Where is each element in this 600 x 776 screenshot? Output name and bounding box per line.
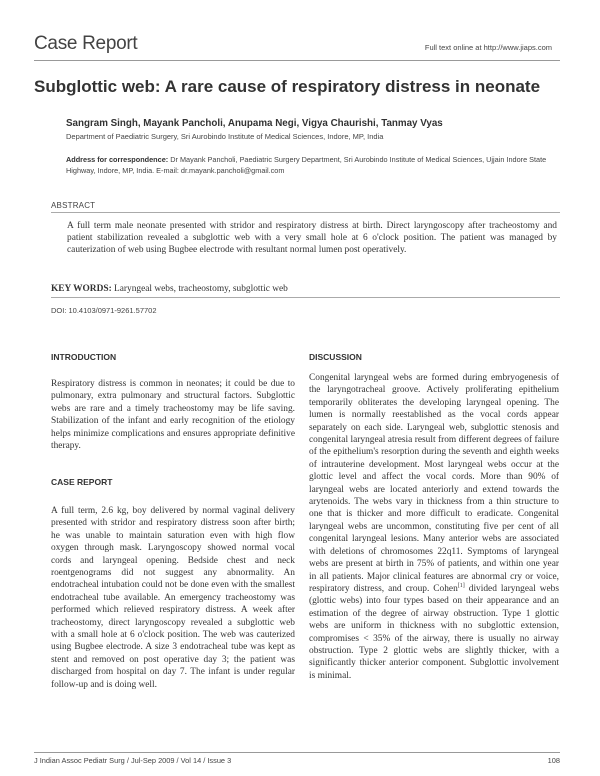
discussion-text-b: divided laryngeal webs (glottic webs) into four types based on their appearance and an estimation of the degree of airway obstruction. Type 1 glottic webs are uniform in thickness with no subglottic extension, compromises < 35% of the airway, there is usually no airway obstruction. Type 2 glottic webs are slightly thicker, with a significantly thicker anterior component. Subglottic involvement is minimal. xyxy=(309,583,560,681)
abstract-rule xyxy=(51,212,560,213)
discussion-text-a: Congenital laryngeal webs are formed during embryogenesis of the laryngotracheal groove. Actively proliferating epithelium temporarily obliterates the developing laryngeal opening. The lumen is normally reestablished as the vocal cords appear separately on each side. Laryngeal web, subglottic stenosis and congenital laryngeal atresia result from different degrees of failure of the epithelium's resorption during the seventh and eighth weeks of intrauterine development. Most laryngeal webs occur at the glottic level and affect the vocal cords. More than 90% of laryngeal webs are located anteriorly and extend towards the arytenoids. The webs vary in thickness from a thin structure to one that is thicker and more difficult to eradicate. Congenital laryngeal webs are uncommon, constituting five per cent of all congenital laryngeal lesions. Many anterior webs are associated with deletions of chromosomes 22q11. Symptoms of laryngeal webs are present at birth in 75% of patients, and within one year in all patients. Major clinical features are abnormal cry or voice, respiratory distress, and croup. Cohen xyxy=(309,373,559,594)
author-list: Sangram Singh, Mayank Pancholi, Anupama Negi, Vigya Chaurishi, Tanmay Vyas xyxy=(66,118,443,129)
case-report-text: A full term, 2.6 kg, boy delivered by normal vaginal delivery presented with stridor and respiratory distress soon after birth; he was unable to maintain saturation even with high flow oxygen through mask. Laryngoscopy showed normal vocal cords and laryngeal opening. Bedside chest and neck roentgenograms did not suggest any abnormality. An endotracheal intubation could not be done even with the smallest endotracheal tube available. An emergency tracheostomy was performed which relieved respiratory distress. A week after tracheostomy, direct laryngoscopy revealed a subglottic web with a small hole at 6 o'clock position. The web was cauterized using Bugbee electrode. A size 3 endotracheal tube was kept as stent and removed on post operative day 3; the patient was discharged from hospital on day 7. The infant is under regular follow-up and is doing well. xyxy=(51,506,295,690)
affiliation: Department of Paediatric Surgery, Sri Aurobindo Institute of Medical Sciences, Indore, MP, India xyxy=(66,132,384,141)
correspondence-address xyxy=(66,154,566,176)
keywords-text: Laryngeal webs, tracheostomy, subglottic web xyxy=(111,284,288,294)
introduction-heading: INTRODUCTION xyxy=(51,352,117,362)
abstract-text: A full term male neonate presented with stridor and respiratory distress at birth. Direct laryngoscopy after tracheostomy and patient stabilization revealed a subglottic web with a very small hole at 6 o'clock position. The patient was managed by cauterization of web using Bugbee electrode with resultant normal lumen post operatively. xyxy=(67,221,557,256)
case-report-heading: CASE REPORT xyxy=(51,477,113,487)
article-title: Subglottic web: A rare cause of respiratory distress in neonate xyxy=(34,77,541,96)
doi[interactable]: DOI: 10.4103/0971-9261.57702 xyxy=(51,306,157,315)
address-label: Address for correspondence: xyxy=(66,155,169,164)
address-text: Dr Mayank Pancholi, Paediatric Surgery Department, Sri Aurobindo Institute of Medical Sciences, Ujjain Indore State Highway, Indore, MP, India. E-mail: dr.mayank.pancholi@gmail.com xyxy=(66,155,547,175)
header-rule xyxy=(34,60,560,61)
abstract-label: ABSTRACT xyxy=(51,201,96,210)
section-label: Case Report xyxy=(34,33,138,54)
footer-rule xyxy=(34,752,560,753)
fulltext-link[interactable]: Full text online at http://www.jiaps.com xyxy=(424,43,552,52)
keywords xyxy=(51,284,288,294)
footer-citation: J Indian Assoc Pediatr Surg / Jul-Sep 2009 / Vol 14 / Issue 3 xyxy=(34,756,232,765)
page-number: 108 xyxy=(547,756,560,765)
introduction-text: Respiratory distress is common in neonates; it could be due to pulmonary, extra pulmonary and structural factors. Subglottic webs are rare and a timely tracheostomy may be life saving. Stabilization of the infant and early recognition of the etiology helps minimize complications and ensures appropriate definitive therapy. xyxy=(51,379,295,452)
discussion-text xyxy=(309,372,559,682)
keywords-rule xyxy=(51,297,560,298)
keywords-label: KEY WORDS: xyxy=(51,284,112,294)
citation-ref[interactable]: [1] xyxy=(457,582,465,589)
discussion-heading: DISCUSSION xyxy=(309,352,362,362)
